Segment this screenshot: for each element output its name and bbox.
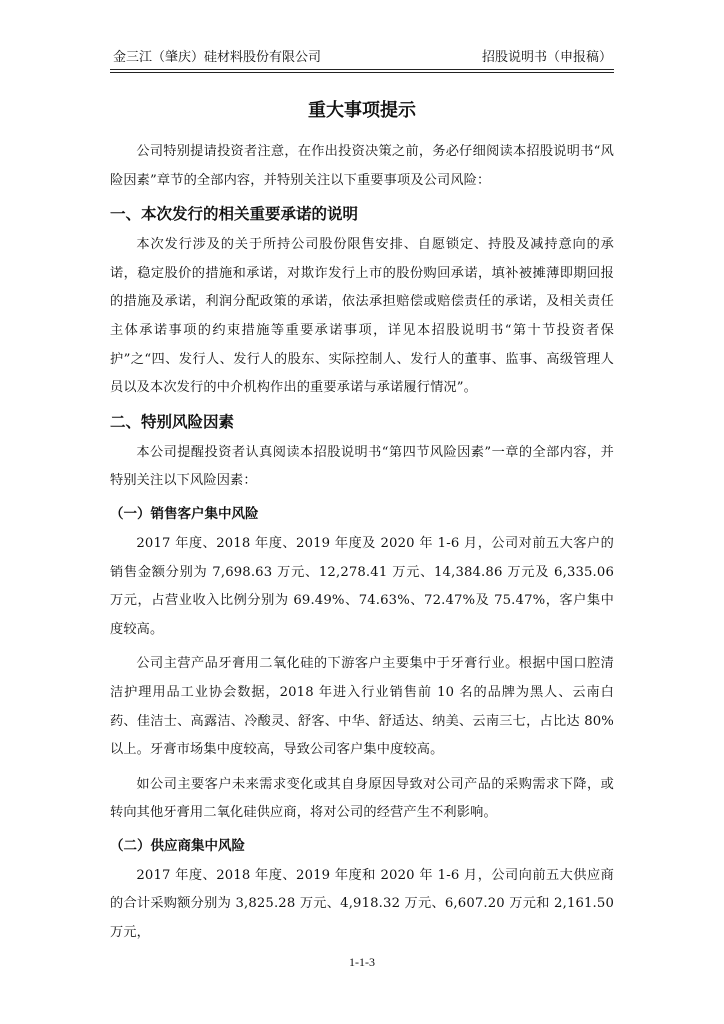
- header-rule-thin: [110, 72, 614, 73]
- supplier-risk-paragraph-1: 2017 年度、2018 年度、2019 年度和 2020 年 1-6 月，公司向前五大供应商的合计采购额分别为 3,825.28 万元、4,918.32 万元、6,607.20 万元和 2,161.50 万元，: [110, 867, 614, 941]
- risk-factors-intro: 本公司提醒投资者认真阅读本招股说明书“第四节风险因素”一章的全部内容，并特别关注以下风险因素：: [110, 444, 614, 489]
- section-heading-risk-factors: 二、特别风险因素: [110, 412, 235, 431]
- customer-risk-paragraph-1: 2017 年度、2018 年度、2019 年度及 2020 年 1-6 月，公司对前五大客户的销售金额分别为 7,698.63 万元、12,278.41 万元、14,384.86 万元及 6,335.06 万元，占营业收入比例分别为 69.49%、74.63%、72.47%及 75.47%，客户集中度较高。: [110, 535, 614, 637]
- header-rule-thick: [110, 69, 614, 70]
- page-number: 1-1-3: [349, 955, 375, 969]
- subsection-heading-customer-concentration: （一）销售客户集中风险: [110, 505, 259, 522]
- intro-paragraph: 公司特别提请投资者注意，在作出投资决策之前，务必仔细阅读本招股说明书“风险因素”章节的全部内容，并特别关注以下重要事项及公司风险：: [110, 144, 614, 188]
- subsection-heading-supplier-concentration: （二）供应商集中风险: [110, 837, 245, 854]
- document-body: [110, 138, 614, 948]
- header-document-type: 招股说明书（申报稿）: [481, 50, 612, 65]
- section-heading-commitments: 一、本次发行的相关重要承诺的说明: [110, 205, 359, 224]
- commitments-paragraph: 本次发行涉及的关于所持公司股份限售安排、自愿锁定、持股及减持意向的承诺，稳定股价的措施和承诺，对欺诈发行上市的股份购回承诺，填补被摊薄即期回报的措施及承诺，利润分配政策的承诺，依法承担赔偿或赔偿责任的承诺，及相关责任主体承诺事项的约束措施等重要承诺事项，详见本招股说明书“第十节投资者保护”之“四、发行人、发行人的股东、实际控制人、发行人的董事、监事、高级管理人员以及本次发行的中介机构作出的重要承诺与承诺履行情况”。: [110, 237, 614, 396]
- page-title: 重大事项提示: [308, 100, 416, 121]
- customer-risk-paragraph-2: 公司主营产品牙膏用二氧化硅的下游客户主要集中于牙膏行业。根据中国口腔清洁护理用品工业协会数据，2018 年进入行业销售前 10 名的品牌为黑人、云南白药、佳洁士、高露洁、冷酸灵、舒客、中华、舒适达、纳美、云南三七，占比达 80%以上。牙膏市场集中度较高，导致公司客户集中度较高。: [110, 656, 614, 758]
- header-company-name: 金三江（肇庆）硅材料股份有限公司: [113, 50, 322, 65]
- customer-risk-paragraph-3: 如公司主要客户未来需求变化或其自身原因导致对公司产品的采购需求下降，或转向其他牙膏用二氧化硅供应商，将对公司的经营产生不利影响。: [110, 776, 614, 821]
